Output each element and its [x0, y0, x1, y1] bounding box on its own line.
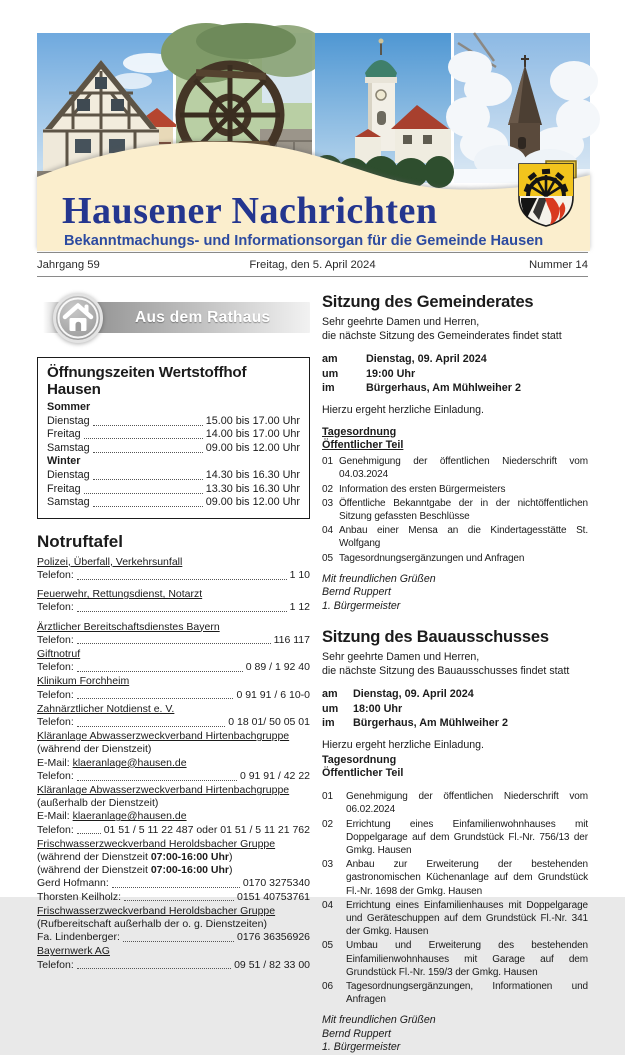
hours-row: [47, 483, 300, 497]
phone-label: Telefon:: [37, 715, 74, 728]
meeting-when-row: [322, 352, 588, 367]
dot-leader: [77, 726, 225, 727]
phone-number: 1 10: [289, 568, 310, 581]
meeting-when-row: [322, 716, 588, 731]
email-address[interactable]: klaeranlage@hausen.de: [72, 810, 187, 823]
phone-number: 0151 40753761: [237, 890, 310, 903]
phone-number: 1 12: [289, 601, 310, 614]
issue-number: Nummer 14: [528, 258, 588, 271]
emergency-entry-heading: Polizei, Überfall, Verkehrsunfall: [37, 555, 183, 568]
phone-label: Thorsten Keilholz:: [37, 890, 122, 903]
emergency-entry-heading: Klinikum Forchheim: [37, 675, 130, 688]
agenda-item-number: 03: [322, 497, 333, 509]
agenda-item: [322, 899, 588, 939]
phone-label: Telefon:: [37, 769, 74, 782]
hours-row: [47, 469, 300, 483]
hours-day: Freitag: [47, 482, 81, 495]
agenda-item: [322, 497, 588, 523]
closing-line: Bernd Ruppert: [322, 1027, 391, 1040]
phone-row: [37, 569, 310, 582]
note-segment: ): [229, 851, 233, 864]
phone-label: Fa. Lindenberger:: [37, 931, 120, 944]
opening-hours-body: [47, 401, 300, 510]
agenda-item: [322, 455, 588, 481]
phone-number: 0 91 91 / 6 10-0: [236, 688, 310, 701]
committee-closing: [322, 1014, 588, 1054]
emergency-entry-heading: Zahnärztlicher Notdienst e. V.: [37, 702, 175, 715]
dot-leader: [93, 479, 203, 480]
issue-volume: Jahrgang 59: [37, 258, 100, 271]
agenda-item-text: Anbau zur Erweiterung der bestehenden gastronomischen Küchenanlage auf dem Grundstück Fl.-Nr. 1698 der Gmkg. Hausen: [346, 859, 588, 897]
dot-leader: [77, 780, 237, 781]
committee-when-table: [322, 687, 588, 731]
agenda-item: [322, 524, 588, 550]
when-label: um: [322, 367, 339, 380]
committee-agenda-items: [322, 790, 588, 1006]
phone-label: Telefon:: [37, 601, 74, 614]
phone-number: 0170 3275340: [242, 877, 310, 890]
committee-meeting-title: Sitzung des Bauausschusses: [322, 628, 549, 646]
dot-leader: [77, 968, 231, 969]
dot-leader: [77, 643, 271, 644]
committee-agenda-header: [322, 754, 588, 782]
house-icon: [53, 293, 103, 343]
emergency-entry: [37, 556, 310, 582]
agenda-item-text: Genehmigung der öffentlichen Niederschrift vom 04.03.2024: [339, 456, 588, 481]
note-segment: (Rufbereitschaft außerhalb der o. g. Dienstzeiten): [37, 918, 267, 931]
masthead: [37, 33, 588, 251]
emergency-list: [37, 556, 310, 972]
hours-time: 15.00 bis 17.00 Uhr: [205, 414, 300, 427]
agenda-item-text: Umbau und Erweiterung des bestehenden Einfamilienwohnhauses mit Garage auf dem Grundstück Fl.-Nr. 159/3 der Gmkg. Hausen: [346, 940, 588, 978]
council-agenda-items: [322, 455, 588, 565]
agenda-item: [322, 818, 588, 858]
when-value: Bürgerhaus, Am Mühlweiher 2: [353, 717, 508, 730]
phone-number: 0 89 / 1 92 40: [245, 661, 310, 674]
note-segment: 07:00-16:00 Uhr: [150, 851, 230, 864]
when-value: Dienstag, 09. April 2024: [366, 353, 487, 366]
issue-bar: [37, 252, 588, 277]
phone-label: Telefon:: [37, 633, 74, 646]
emergency-entry: [37, 838, 310, 904]
phone-row: [37, 931, 310, 944]
emergency-entry: [37, 905, 310, 945]
committee-salutation-line: die nächste Sitzung des Bauausschusses findet statt: [322, 664, 570, 677]
opening-hours-box: [37, 357, 310, 519]
agenda-item-text: Genehmigung der öffentlichen Niederschrift vom 06.02.2024: [346, 791, 588, 816]
council-agenda-header: [322, 426, 588, 454]
closing-line: 1. Bürgermeister: [322, 1041, 401, 1054]
agenda-label: Tagesordnung: [322, 753, 397, 766]
phone-row: [37, 770, 310, 783]
agenda-item: [322, 552, 588, 565]
agenda-item-number: 01: [322, 456, 333, 468]
newsletter-title: Hausener Nachrichten: [62, 190, 438, 232]
phone-row: [37, 891, 310, 904]
agenda-item-number: 05: [322, 552, 333, 564]
phone-number: 0 18 01/ 50 05 01: [228, 715, 310, 728]
council-invitation: Hierzu ergeht herzliche Einladung.: [322, 403, 484, 416]
phone-row: [37, 689, 310, 702]
issue-date: Freitag, den 5. April 2024: [249, 258, 376, 271]
note-segment: (während der Dienstzeit): [37, 743, 152, 756]
dot-leader: [84, 438, 203, 439]
note-segment: 07:00-16:00 Uhr: [150, 864, 230, 877]
when-value: Bürgerhaus, Am Mühlweiher 2: [366, 382, 521, 395]
emergency-entry-note: [37, 864, 310, 877]
agenda-item-text: Öffentliche Bekanntgabe der in der nichtöffentlichen Sitzung gefassten Beschlüsse: [339, 497, 588, 522]
phone-number: 0 91 91 / 42 22: [239, 769, 310, 782]
meeting-when-row: [322, 687, 588, 702]
dot-leader: [93, 506, 203, 507]
public-part-label: Öffentlicher Teil: [322, 439, 404, 452]
agenda-item-number: 06: [322, 981, 333, 992]
agenda-item: [322, 980, 588, 1006]
council-meeting-section: [322, 293, 588, 613]
hours-row: [47, 428, 300, 442]
hours-time: 09.00 bis 12.00 Uhr: [205, 441, 300, 454]
dot-leader: [112, 887, 240, 888]
council-salutation-line: Sehr geehrte Damen und Herren,: [322, 316, 480, 328]
dot-leader: [93, 452, 203, 453]
building-committee-section: [322, 628, 588, 1055]
hours-day: Freitag: [47, 428, 81, 441]
hours-season-label: Sommer: [47, 401, 91, 413]
emergency-entry-heading: Bayernwerk AG: [37, 945, 110, 958]
note-segment: ): [229, 864, 233, 877]
email-line: [37, 757, 310, 770]
hours-time: 09.00 bis 12.00 Uhr: [205, 496, 300, 509]
dot-leader: [93, 425, 203, 426]
when-label: im: [322, 382, 335, 395]
phone-row: [37, 634, 310, 647]
meeting-when-row: [322, 367, 588, 382]
council-meeting-title: Sitzung des Gemeinderates: [322, 293, 534, 311]
closing-line: Mit freundlichen Grüßen: [322, 572, 436, 585]
emergency-entry: [37, 784, 310, 837]
phone-label: Telefon:: [37, 661, 74, 674]
phone-label: Telefon:: [37, 823, 74, 836]
content-columns: [37, 293, 588, 1055]
hours-season-label: Winter: [47, 455, 81, 468]
email-line: [37, 810, 310, 823]
agenda-item: [322, 483, 588, 496]
council-when-table: [322, 352, 588, 396]
note-segment: (außerhalb der Dienstzeit): [37, 797, 159, 810]
phone-row: [37, 824, 310, 837]
emergency-entry-heading: Ärztlicher Bereitschaftsdienstes Bayern: [37, 620, 220, 633]
agenda-item-number: 01: [322, 791, 333, 803]
hausen-coat-of-arms-icon: [517, 161, 575, 229]
agenda-item: [322, 790, 588, 816]
agenda-item-number: 05: [322, 940, 333, 952]
agenda-item-number: 04: [322, 525, 333, 537]
dot-leader: [77, 611, 287, 612]
agenda-label: Tagesordnung: [322, 425, 397, 438]
closing-line: Mit freundlichen Grüßen: [322, 1014, 436, 1027]
phone-row: [37, 877, 310, 890]
hours-day: Dienstag: [47, 414, 90, 427]
phone-label: Telefon:: [37, 568, 74, 581]
hours-time: 14.00 bis 17.00 Uhr: [205, 428, 300, 441]
agenda-item: [322, 939, 588, 979]
emergency-entry-note: [37, 797, 310, 810]
hours-row: [47, 415, 300, 429]
meeting-when-row: [322, 702, 588, 717]
email-address[interactable]: klaeranlage@hausen.de: [72, 756, 187, 769]
hours-row: [47, 442, 300, 456]
agenda-item-text: Anbau einer Mensa an die Kindertagesstätte St. Wolfgang: [339, 525, 588, 550]
meeting-when-row: [322, 381, 588, 396]
closing-line: 1. Bürgermeister: [322, 599, 401, 612]
note-segment: (während der Dienstzeit: [37, 851, 151, 864]
emergency-entry-heading: Kläranlage Abwasserzweckverband Hirtenbachgruppe: [37, 730, 290, 743]
phone-number: 0176 36356926: [237, 931, 310, 944]
emergency-entry: [37, 648, 310, 674]
phone-number: 116 117: [273, 633, 310, 646]
rathaus-banner-label: Aus dem Rathaus: [135, 308, 271, 326]
agenda-item-number: 02: [322, 483, 333, 495]
hours-day: Samstag: [47, 441, 90, 454]
agenda-item-text: Tagesordnungsergänzungen und Anfragen: [339, 552, 525, 564]
emergency-entry: [37, 621, 310, 647]
closing-line: Bernd Ruppert: [322, 586, 391, 599]
phone-number: 01 51 / 5 11 22 487 oder 01 51 / 5 11 21 762: [103, 823, 310, 836]
right-column: [322, 293, 588, 1055]
newsletter-subtitle: Bekanntmachungs- und Informationsorgan für die Gemeinde Hausen: [64, 233, 544, 249]
emergency-entry: [37, 945, 310, 971]
emergency-entry-heading: Frischwasserzweckverband Heroldsbacher Gruppe: [37, 837, 276, 850]
agenda-item-text: Tagesordnungsergänzungen, Informationen und Anfragen: [346, 981, 588, 1006]
when-value: 18:00 Uhr: [353, 702, 403, 715]
council-salutation-line: die nächste Sitzung des Gemeinderates findet statt: [322, 329, 562, 342]
agenda-item: [322, 858, 588, 898]
agenda-item-number: 03: [322, 859, 333, 871]
committee-invitation: Hierzu ergeht herzliche Einladung.: [322, 738, 484, 751]
emergency-entry: [37, 675, 310, 701]
note-segment: (während der Dienstzeit: [37, 864, 151, 877]
dot-leader: [77, 671, 243, 672]
phone-label: Telefon:: [37, 688, 74, 701]
hours-row: [47, 496, 300, 510]
agenda-item-text: Errichtung eines Einfamilienwohnhauses mit Doppelgarage auf dem Grundstück Fl.-Nr. 756/13 der Gmkg. Hausen: [346, 818, 588, 856]
phone-label: Telefon:: [37, 958, 74, 971]
when-value: 19:00 Uhr: [366, 367, 416, 380]
hours-time: 14.30 bis 16.30 Uhr: [205, 468, 300, 481]
emergency-title: Notruftafel: [37, 531, 123, 551]
phone-row: [37, 716, 310, 729]
when-value: Dienstag, 09. April 2024: [353, 688, 474, 701]
when-label: um: [322, 702, 339, 715]
dot-leader: [77, 833, 101, 834]
left-column: [37, 293, 310, 1055]
dot-leader: [124, 900, 234, 901]
when-label: am: [322, 688, 338, 701]
opening-hours-title: Öffnungszeiten Wertstoffhof Hausen: [47, 364, 247, 398]
phone-label: Gerd Hofmann:: [37, 877, 109, 890]
emergency-entry-heading: Kläranlage Abwasserzweckverband Hirtenbachgruppe: [37, 784, 290, 796]
hours-time: 13.30 bis 16.30 Uhr: [205, 482, 300, 495]
emergency-entry-heading: Giftnotruf: [37, 647, 81, 660]
phone-row: [37, 601, 310, 614]
agenda-item-text: Errichtung eines Einfamilienhauses mit Doppelgarage und Geräteschuppen auf dem Grundstück Fl.-Nr. 341 der Gmkg. Hausen: [346, 899, 588, 938]
emergency-entry-note: [37, 743, 310, 756]
hours-day: Samstag: [47, 496, 90, 509]
agenda-item-text: Information des ersten Bürgermeisters: [339, 483, 506, 495]
email-label: E-Mail:: [37, 810, 73, 823]
dot-leader: [77, 579, 287, 580]
when-label: am: [322, 353, 338, 366]
phone-number: 09 51 / 82 33 00: [234, 958, 310, 971]
email-label: E-Mail:: [37, 756, 73, 769]
emergency-entry-heading: Feuerwehr, Rettungsdienst, Notarzt: [37, 588, 203, 601]
emergency-entry-heading: Frischwasserzweckverband Heroldsbacher Gruppe: [37, 904, 276, 917]
dot-leader: [77, 698, 234, 699]
emergency-entry: [37, 703, 310, 729]
phone-row: [37, 661, 310, 674]
agenda-item-number: 04: [322, 899, 333, 911]
emergency-entry: [37, 588, 310, 614]
public-part-label: Öffentlicher Teil: [322, 767, 404, 780]
hours-day: Dienstag: [47, 468, 90, 481]
dot-leader: [84, 493, 203, 494]
emergency-entry-note: [37, 918, 310, 931]
emergency-entry: [37, 730, 310, 783]
dot-leader: [123, 941, 234, 942]
committee-salutation-line: Sehr geehrte Damen und Herren,: [322, 651, 480, 663]
rathaus-section-banner: [37, 293, 310, 347]
phone-row: [37, 959, 310, 972]
when-label: im: [322, 717, 335, 730]
council-closing: [322, 573, 588, 613]
agenda-item-number: 02: [322, 818, 333, 830]
emergency-entry-note: [37, 851, 310, 864]
